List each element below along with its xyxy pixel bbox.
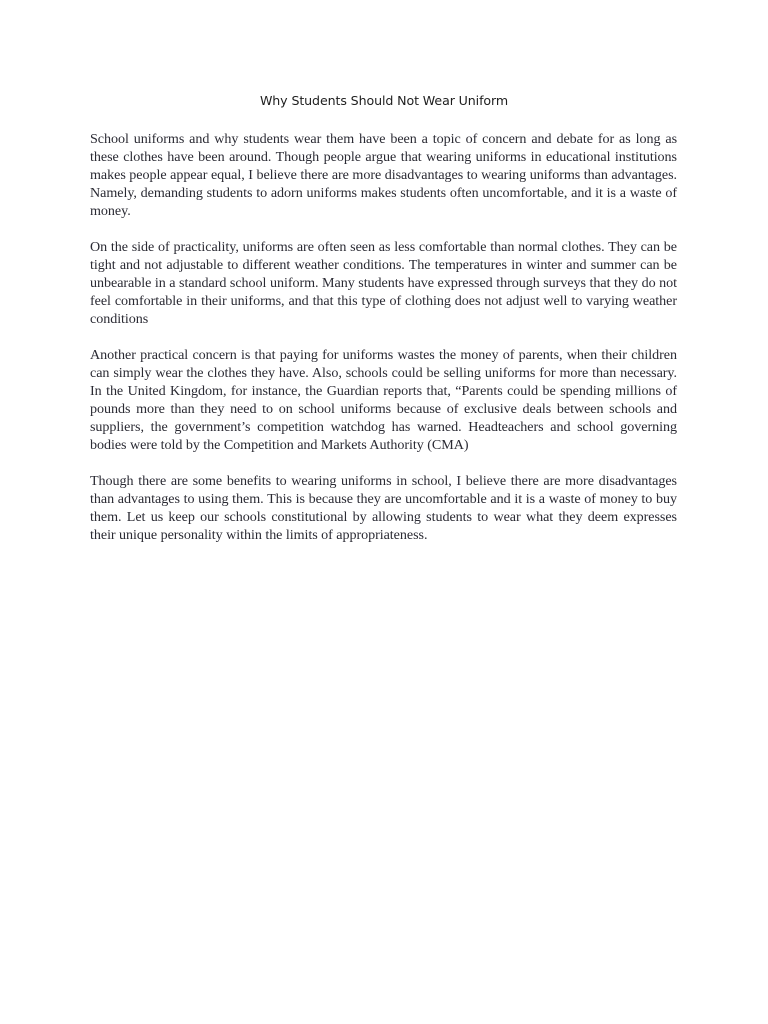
paragraph-comfort: On the side of practicality, uniforms are often seen as less comfortable than normal clothes. They can be tight and not adjustable to different weather conditions. The temperatures in winter and summer can be unbearable in a standard school uniform. Many students have expressed through surveys that they do not feel comfortable in their uniforms, and that this type of clothing does not adjust well to varying weather conditions [90,239,677,327]
paragraph-cost: Another practical concern is that paying for uniforms wastes the money of parents, when their children can simply wear the clothes they have. Also, schools could be selling uniforms for more than necessary. In the United Kingdom, for instance, the Guardian reports that, “Parents could be spending millions of pounds more than they need to on school uniforms because of exclusive deals between schools and suppliers, the government’s competition watchdog has warned. Headteachers and school governing bodies were told by the Competition and Markets Authority (CMA) [90,347,677,453]
paragraph-introduction: School uniforms and why students wear them have been a topic of concern and debate for as long as these clothes have been around. Though people argue that wearing uniforms in educational institutions makes people appear equal, I believe there are more disadvantages to wearing uniforms than advantages. Namely, demanding students to adorn uniforms makes students often uncomfortable, and it is a waste of money. [90,131,677,219]
paragraph-conclusion: Though there are some benefits to wearing uniforms in school, I believe there are more disadvantages than advantages to using them. This is because they are uncomfortable and it is a waste of money to buy them. Let us keep our schools constitutional by allowing students to wear what they deem expresses their unique personality within the limits of appropriateness. [90,473,677,543]
document-body [90,130,677,562]
document-title: Why Students Should Not Wear Uniform [259,93,509,108]
